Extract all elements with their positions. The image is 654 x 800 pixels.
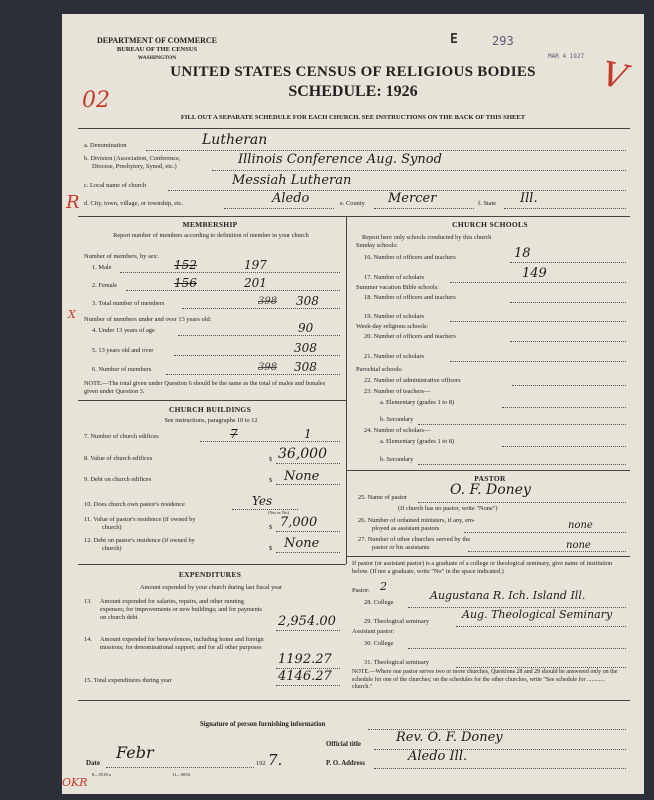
- sunday-scholars-label: 17. Number of scholars: [364, 274, 424, 281]
- edifices-value-line: [276, 463, 340, 464]
- county-value[interactable]: Mercer: [388, 191, 437, 206]
- date-label: Date: [86, 759, 100, 767]
- total-members-label: 3. Total number of members: [92, 300, 165, 307]
- edifices-debt-label: 9. Debt on church edifices: [84, 476, 152, 483]
- edifices-value-label: 8. Value of church edifices: [84, 455, 153, 462]
- total-members-value[interactable]: 308: [296, 294, 319, 308]
- date-value[interactable]: Febr: [116, 743, 154, 762]
- buildings-subtitle: See instructions, paragraphs 10 to 12: [164, 417, 258, 424]
- teachers-elementary-line: [502, 407, 626, 408]
- schedule-title: SCHEDULE: 1926: [288, 83, 418, 100]
- residence-value-value[interactable]: 7,000: [280, 515, 318, 530]
- edifices-debt-line: [276, 484, 340, 485]
- edifices-count-label: 7. Number of church edifices: [84, 433, 159, 440]
- stamp-letter: E: [450, 32, 458, 47]
- running-expenses-label: Amount expended for salaries, repairs, and other running expenses; for improvements or new buildings; and for payments on church debt: [100, 598, 262, 621]
- margin-x-mark: X: [68, 308, 76, 321]
- schools-subtitle: Report here only schools conducted by this church: [362, 234, 492, 241]
- assistant-pastor-label: Assistant pastor:: [352, 628, 395, 635]
- residence-debt-value[interactable]: None: [284, 536, 320, 551]
- teachers-label: 23. Number of teachers—: [364, 388, 431, 395]
- schools-title: CHURCH SCHOOLS: [452, 220, 528, 229]
- scholars-elementary-line: [502, 446, 626, 447]
- female-label: 2. Female: [92, 282, 118, 289]
- assistant-ministers-value[interactable]: none: [568, 520, 593, 531]
- number-members-label: 6. Number of members: [92, 366, 152, 373]
- weekday-schools-label: Week-day religious schools:: [356, 323, 429, 330]
- sunday-teachers-value[interactable]: 18: [514, 246, 531, 261]
- seminary-label: 29. Theological seminary: [364, 618, 430, 625]
- summer-scholars-label: 19. Number of scholars: [364, 313, 424, 320]
- residence-value-line: [276, 531, 340, 532]
- po-address-line: [374, 768, 626, 769]
- residence-value-label-1: 11. Value of pastor's residence (if owned by: [84, 516, 196, 523]
- denomination-line: [146, 150, 626, 151]
- weekday-scholars-line: [450, 361, 626, 362]
- red-mark-02: 02: [82, 88, 110, 113]
- running-expenses-value[interactable]: 2,954.00: [278, 614, 336, 629]
- other-churches-label-1: 27. Number of other churches served by the: [358, 536, 471, 543]
- print-number: 11—9054: [172, 772, 190, 777]
- pastor-name-note: (If church has no pastor, write "None"): [398, 505, 498, 512]
- form-title: UNITED STATES CENSUS OF RELIGIOUS BODIES: [170, 64, 536, 80]
- female-value[interactable]: 201: [244, 276, 267, 290]
- admin-officers-label: 22. Number of administrative officers: [364, 377, 461, 384]
- summer-teachers-label: 18. Number of officers and teachers: [364, 294, 456, 301]
- total-members-old-value: 398: [258, 296, 278, 307]
- identity-rule: [78, 216, 630, 217]
- summer-scholars-line: [450, 321, 626, 322]
- over-13-value[interactable]: 308: [294, 341, 317, 355]
- teachers-secondary-label: b. Secondary: [380, 416, 414, 423]
- state-value[interactable]: Ill.: [520, 191, 538, 206]
- county-line: [374, 208, 474, 209]
- number-members-line: [166, 374, 340, 375]
- state-label: f. State: [478, 200, 497, 207]
- year-value[interactable]: 7.: [268, 751, 283, 769]
- scholars-elementary-label: a. Elementary (grades 1 to 8): [380, 438, 455, 445]
- benevolences-label: Amount expended for benevolences, including home and foreign missions; for denominational support; and for all other purposes: [100, 636, 264, 651]
- membership-subtitle: Report number of members according to definition of member in your church: [113, 232, 309, 239]
- po-address-label: P. O. Address: [326, 760, 365, 767]
- total-expenditures-label: 15. Total expenditures during year: [84, 677, 172, 684]
- residence-debt-dollar: $: [269, 545, 273, 552]
- local-name-value[interactable]: Messiah Lutheran: [232, 173, 352, 188]
- pastor-name-value[interactable]: O. F. Doney: [450, 482, 531, 498]
- running-expenses-number: 13.: [84, 598, 92, 605]
- edifices-count-old-value: 7: [230, 427, 238, 441]
- red-check-mark: V: [598, 53, 631, 99]
- sunday-teachers-label: 16. Number of officers and teachers: [364, 254, 456, 261]
- assistant-college-line: [408, 648, 626, 649]
- sunday-schools-label: Sunday schools:: [356, 242, 398, 249]
- red-mark-r: R: [66, 192, 80, 213]
- pastor-rule: [346, 556, 630, 557]
- female-old-value: 156: [174, 276, 197, 290]
- pastor-name-label: 25. Name of pastor: [358, 494, 407, 501]
- assistant-seminary-line: [456, 667, 626, 668]
- edifices-debt-value[interactable]: None: [284, 469, 320, 484]
- division-line: [212, 170, 626, 171]
- admin-officers-line: [512, 385, 626, 386]
- summer-schools-label: Summer vacation Bible schools:: [356, 284, 439, 291]
- teachers-elementary-label: a. Elementary (grades 1 to 8): [380, 399, 455, 406]
- residence-debt-line: [276, 552, 340, 553]
- official-title-label: Official title: [326, 741, 361, 748]
- division-label-2: Diocese, Presbytery, Synod, etc.): [92, 163, 177, 170]
- other-churches-line: [468, 551, 626, 552]
- college-label: 28. College: [364, 599, 394, 606]
- female-line: [126, 290, 340, 291]
- male-line: [120, 272, 340, 273]
- city-line: [224, 208, 334, 209]
- city-label: d. City, town, village, or township, etc.: [84, 200, 184, 207]
- footer-rule: [78, 700, 630, 701]
- pastor-section-label: Pastor:: [352, 587, 370, 594]
- owns-residence-label: 10. Does church own pastor's residence: [84, 501, 185, 508]
- yes-no-hint: (Yes or No): [268, 510, 290, 515]
- assistant-ministers-line: [464, 532, 626, 533]
- po-address-value[interactable]: Aledo Ill.: [408, 749, 468, 764]
- residence-debt-label-1: 12. Debt on pastor's residence (if owned by: [84, 537, 195, 544]
- local-name-label: c. Local name of church: [84, 182, 146, 189]
- college-value[interactable]: Augustana R. Ich. Island Ill.: [430, 589, 586, 602]
- edifices-count-value[interactable]: 1: [304, 427, 312, 441]
- male-value[interactable]: 197: [244, 258, 267, 272]
- members-by-age-label: Number of members under and over 13 years old:: [84, 316, 212, 323]
- residence-value-dollar: $: [269, 524, 273, 531]
- schools-rule: [346, 470, 630, 471]
- division-value[interactable]: Illinois Conference Aug. Synod: [238, 152, 442, 167]
- date-line: [106, 767, 254, 768]
- residence-value-label-2: church): [102, 524, 122, 531]
- pastor-section-number: 2: [380, 580, 387, 593]
- year-prefix: 192: [256, 760, 266, 767]
- membership-title: MEMBERSHIP: [182, 220, 238, 229]
- assistant-ministers-label-1: 26. Number of ordained ministers, if any, em-: [358, 517, 476, 524]
- under-13-label: 4. Under 13 years of age: [92, 327, 155, 334]
- number-members-value[interactable]: 308: [294, 360, 317, 374]
- county-label: e. County: [340, 200, 365, 207]
- edifices-count-line: [200, 441, 340, 442]
- weekday-teachers-label: 20. Number of officers and teachers: [364, 333, 456, 340]
- city-value[interactable]: Aledo: [272, 191, 310, 206]
- membership-note: NOTE.—The total given under Question 6 should be the same as the total of males and females given under Question 3.: [84, 380, 326, 395]
- pastor-name-line: [418, 502, 626, 503]
- expenditures-subtitle: Amount expended by your church during last fiscal year: [140, 584, 282, 591]
- total-expenditures-value[interactable]: 4146.27: [278, 669, 332, 684]
- total-expenditures-line: [276, 685, 340, 686]
- owns-residence-value[interactable]: Yes: [252, 494, 273, 508]
- denomination-value[interactable]: Lutheran: [202, 132, 268, 148]
- under-13-value[interactable]: 90: [298, 321, 314, 335]
- census-schedule-sheet: [62, 14, 644, 794]
- teachers-secondary-line: [418, 424, 626, 425]
- department-block: [82, 36, 232, 63]
- buildings-rule: [78, 564, 346, 565]
- stamp-date: MAR 4 1927: [548, 53, 585, 60]
- pastor-note: NOTE.—Where one pastor serves two or more churches, Questions 28 and 29 should be answered only on the schedule for one of the churches; on the schedules for the other churches, write "See schedule for ............ church.": [352, 669, 618, 690]
- sunday-scholars-value[interactable]: 149: [522, 266, 547, 281]
- total-members-line: [182, 308, 340, 309]
- edifices-value-dollar: $: [269, 456, 273, 463]
- other-churches-value[interactable]: none: [566, 540, 591, 551]
- sunday-teachers-line: [510, 262, 626, 263]
- denomination-label: a. Denomination: [84, 142, 127, 149]
- state-line: [504, 208, 626, 209]
- under-13-line: [178, 335, 340, 336]
- official-title-value[interactable]: Rev. O. F. Doney: [396, 730, 503, 745]
- scholars-secondary-line: [418, 464, 626, 465]
- department-name: DEPARTMENT OF COMMERCE: [96, 36, 217, 45]
- benevolences-number: 14.: [84, 636, 92, 643]
- scholars-label: 24. Number of scholars—: [364, 427, 431, 434]
- header-rule: [78, 128, 630, 129]
- edifices-value-value[interactable]: 36,000: [278, 446, 327, 462]
- assistant-college-label: 30. College: [364, 640, 394, 647]
- bureau-name: BUREAU OF THE CENSUS: [116, 46, 198, 53]
- male-old-value: 152: [174, 258, 197, 272]
- fill-instructions: FILL OUT A SEPARATE SCHEDULE FOR EACH CHURCH. SEE INSTRUCTIONS ON THE BACK OF THIS SHEET: [180, 114, 526, 121]
- weekday-scholars-label: 21. Number of scholars: [364, 353, 424, 360]
- seminary-line: [456, 626, 626, 627]
- corner-red-mark: OKR: [62, 776, 88, 789]
- column-divider: [346, 216, 347, 564]
- stamp-number: 293: [492, 34, 514, 48]
- running-expenses-line: [276, 630, 340, 631]
- over-13-label: 5. 13 years old and over: [92, 347, 154, 354]
- edifices-debt-dollar: $: [269, 477, 273, 484]
- male-label: 1. Male: [92, 264, 112, 271]
- residence-debt-label-2: church): [102, 545, 122, 552]
- assistant-ministers-label-2: ployed as assistant pastors: [372, 525, 440, 532]
- graduate-note: If pastor (or assistant pastor) is a graduate of a college or theological seminary, give name of institution below. (If not a graduate, write "No" in the space indicated.): [352, 560, 613, 575]
- assistant-seminary-label: 31. Theological seminary: [364, 659, 430, 666]
- form-number: 8—5518 a: [92, 772, 111, 777]
- signature-label: Signature of person furnishing information: [200, 721, 326, 728]
- members-by-sex-label: Number of members, by sex:: [84, 253, 159, 260]
- division-label-1: b. Division (Association, Conference,: [84, 155, 181, 162]
- summer-teachers-line: [510, 302, 626, 303]
- scholars-secondary-label: b. Secondary: [380, 456, 414, 463]
- over-13-line: [174, 355, 340, 356]
- other-churches-label-2: pastor or his assistants: [372, 544, 430, 551]
- number-members-old-value: 398: [258, 362, 278, 373]
- seminary-value[interactable]: Aug. Theological Seminary: [462, 608, 613, 621]
- pastor-title: PASTOR: [474, 474, 506, 483]
- membership-rule: [78, 400, 346, 401]
- weekday-teachers-line: [510, 341, 626, 342]
- buildings-title: CHURCH BUILDINGS: [168, 405, 252, 414]
- sunday-scholars-line: [450, 282, 626, 283]
- parochial-schools-label: Parochial schools:: [356, 366, 403, 373]
- benevolences-value[interactable]: 1192.27: [278, 652, 332, 667]
- expenditures-title: EXPENDITURES: [178, 570, 242, 579]
- bureau-city: WASHINGTON: [137, 55, 177, 61]
